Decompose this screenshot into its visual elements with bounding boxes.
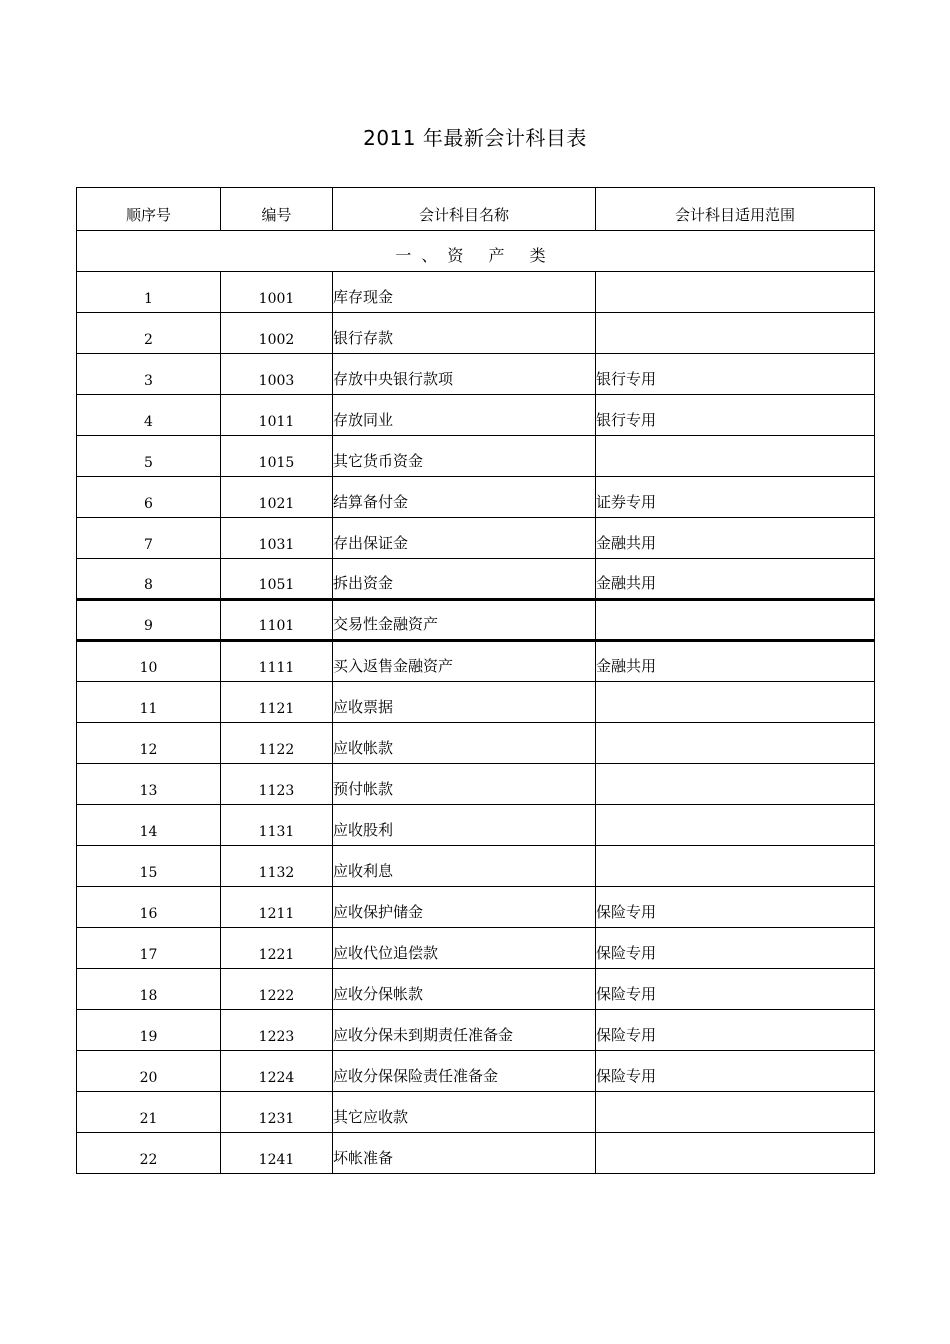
table-row [77,1010,875,1051]
row-seq-cell: 20 [77,1051,221,1092]
row-scope-cell [596,600,875,641]
row-seq-cell: 14 [77,805,221,846]
row-code-cell: 1223 [221,1010,333,1051]
row-seq-cell: 10 [77,641,221,682]
row-name-cell: 坏帐准备 [333,1133,596,1174]
header-code: 编号 [221,188,333,231]
row-code-cell: 1002 [221,313,333,354]
row-seq-cell: 1 [77,272,221,313]
row-seq-cell: 15 [77,846,221,887]
row-scope-cell: 金融共用 [596,559,875,600]
table-row [77,928,875,969]
row-code-cell: 1011 [221,395,333,436]
row-code-cell: 1015 [221,436,333,477]
row-scope-cell [596,805,875,846]
header-seq: 顺序号 [77,188,221,231]
header-scope: 会计科目适用范围 [596,188,875,231]
row-name-cell: 应收分保未到期责任准备金 [333,1010,596,1051]
table-row [77,1133,875,1174]
row-scope-cell [596,764,875,805]
table-row [77,1051,875,1092]
table-row [77,477,875,518]
row-scope-cell [596,723,875,764]
row-name-cell: 应收分保保险责任准备金 [333,1051,596,1092]
table-row [77,969,875,1010]
table-row [77,600,875,641]
row-code-cell: 1222 [221,969,333,1010]
row-code-cell: 1224 [221,1051,333,1092]
row-scope-cell: 金融共用 [596,641,875,682]
row-seq-cell: 11 [77,682,221,723]
table-row [77,395,875,436]
row-name-cell: 应收帐款 [333,723,596,764]
row-scope-cell [596,1092,875,1133]
row-scope-cell: 银行专用 [596,354,875,395]
row-seq-cell: 16 [77,887,221,928]
row-name-cell: 其它货币资金 [333,436,596,477]
row-name-cell: 应收股利 [333,805,596,846]
table-row [77,764,875,805]
section-row [77,231,875,272]
row-scope-cell [596,682,875,723]
table-body [77,231,875,1174]
row-seq-cell: 3 [77,354,221,395]
row-code-cell: 1211 [221,887,333,928]
row-code-cell: 1001 [221,272,333,313]
row-scope-cell: 保险专用 [596,1051,875,1092]
row-code-cell: 1031 [221,518,333,559]
row-scope-cell: 保险专用 [596,969,875,1010]
row-code-cell: 1021 [221,477,333,518]
row-scope-cell: 银行专用 [596,395,875,436]
row-scope-cell: 金融共用 [596,518,875,559]
table-row [77,354,875,395]
table-row [77,1092,875,1133]
table-header-row [77,188,875,231]
row-name-cell: 拆出资金 [333,559,596,600]
row-name-cell: 买入返售金融资产 [333,641,596,682]
table-row [77,641,875,682]
row-name-cell: 库存现金 [333,272,596,313]
table-row [77,887,875,928]
row-name-cell: 应收保护储金 [333,887,596,928]
row-scope-cell: 保险专用 [596,887,875,928]
row-seq-cell: 6 [77,477,221,518]
row-seq-cell: 5 [77,436,221,477]
row-scope-cell [596,436,875,477]
page-title: 2011 年最新会计科目表 [363,126,587,150]
row-seq-cell: 17 [77,928,221,969]
row-seq-cell: 8 [77,559,221,600]
row-scope-cell [596,1133,875,1174]
row-code-cell: 1051 [221,559,333,600]
row-code-cell: 1122 [221,723,333,764]
row-name-cell: 银行存款 [333,313,596,354]
row-name-cell: 交易性金融资产 [333,600,596,641]
table-row [77,682,875,723]
row-seq-cell: 21 [77,1092,221,1133]
row-code-cell: 1221 [221,928,333,969]
row-name-cell: 存放中央银行款项 [333,354,596,395]
row-scope-cell [596,846,875,887]
table-row [77,313,875,354]
row-seq-cell: 4 [77,395,221,436]
row-seq-cell: 19 [77,1010,221,1051]
table-row [77,436,875,477]
row-code-cell: 1101 [221,600,333,641]
row-code-cell: 1241 [221,1133,333,1174]
row-code-cell: 1231 [221,1092,333,1133]
row-name-cell: 存出保证金 [333,518,596,559]
row-code-cell: 1132 [221,846,333,887]
row-code-cell: 1111 [221,641,333,682]
row-name-cell: 存放同业 [333,395,596,436]
header-name: 会计科目名称 [333,188,596,231]
table-row [77,559,875,600]
accounts-table [76,187,875,1174]
table-row [77,272,875,313]
row-seq-cell: 9 [77,600,221,641]
row-scope-cell: 保险专用 [596,928,875,969]
row-name-cell: 应收分保帐款 [333,969,596,1010]
row-seq-cell: 7 [77,518,221,559]
table-row [77,805,875,846]
row-seq-cell: 12 [77,723,221,764]
row-code-cell: 1003 [221,354,333,395]
row-name-cell: 应收代位追偿款 [333,928,596,969]
row-name-cell: 预付帐款 [333,764,596,805]
row-code-cell: 1121 [221,682,333,723]
table-row [77,723,875,764]
row-name-cell: 其它应收款 [333,1092,596,1133]
row-scope-cell [596,272,875,313]
row-scope-cell: 证券专用 [596,477,875,518]
table-row [77,518,875,559]
row-seq-cell: 13 [77,764,221,805]
row-name-cell: 结算备付金 [333,477,596,518]
row-name-cell: 应收利息 [333,846,596,887]
row-seq-cell: 2 [77,313,221,354]
row-name-cell: 应收票据 [333,682,596,723]
row-scope-cell: 保险专用 [596,1010,875,1051]
row-code-cell: 1123 [221,764,333,805]
row-seq-cell: 22 [77,1133,221,1174]
row-code-cell: 1131 [221,805,333,846]
row-scope-cell [596,313,875,354]
table-row [77,846,875,887]
row-seq-cell: 18 [77,969,221,1010]
section-label: 一、资 产 类 [77,231,875,272]
